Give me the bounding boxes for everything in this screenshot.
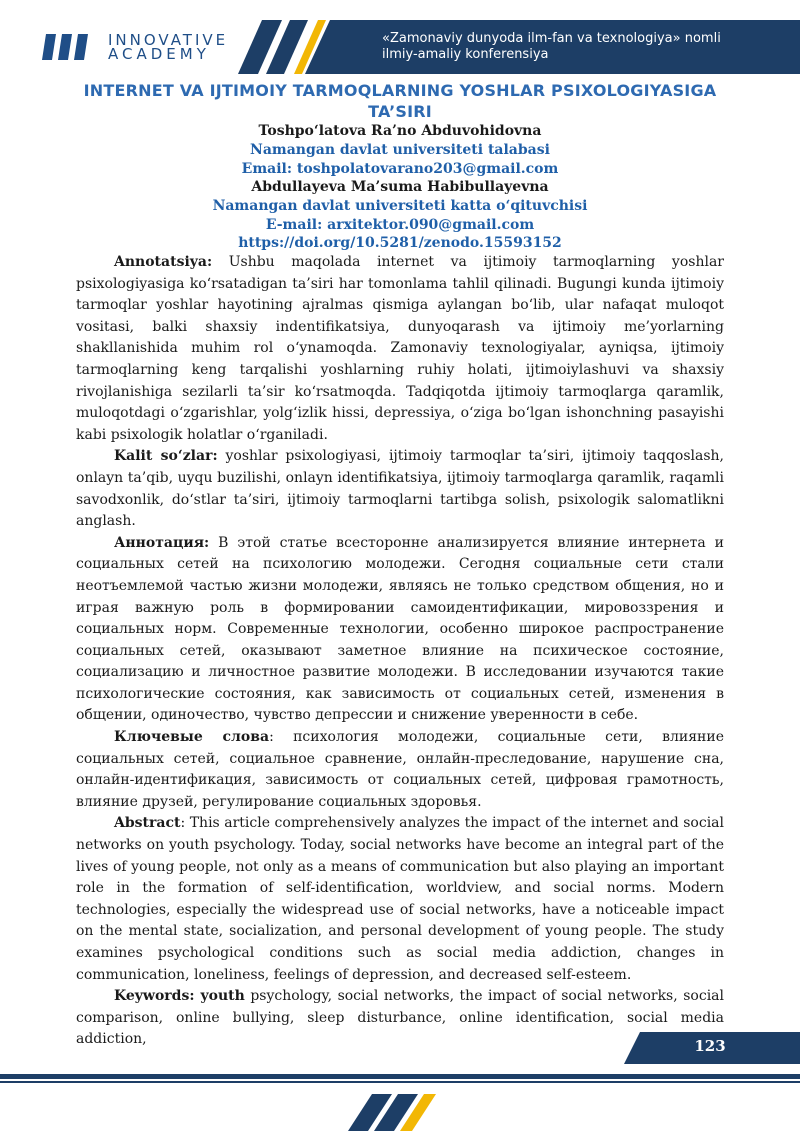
brand-line-2: ACADEMY (108, 45, 210, 63)
article-body (76, 252, 724, 1051)
article-title: INTERNET VA IJTIMOIY TARMOQLARNING YOSHLAR PSIXOLOGIYASIGA TA’SIRI (83, 81, 717, 121)
keywords-uz-text: yoshlar psixologiyasi, ijtimoiy tarmoqlar ta’siri, ijtimoiy taqqoslash, onlayn ta’qib, uyqu buzilishi, onlayn identifikatsiya, ijtimoiy tarmoqlarga qaramlik, raqamli savodxonlik, do‘stlar ta’siri, ijtimoiy tarmoqlarni tartibga solish, psixologik salomatlikni anglash. (76, 448, 724, 530)
conference-name (382, 31, 762, 63)
author-2: Abdullayeva Ma’suma Habibullayevna (251, 179, 549, 195)
email-1[interactable]: Email: toshpolatovarano203@gmail.com (241, 161, 559, 177)
email-2[interactable]: E-mail: arxitektor.090@gmail.com (265, 217, 535, 233)
conference-line-2: ilmiy-amaliy konferensiya (382, 47, 549, 62)
doi-link[interactable]: https://doi.org/10.5281/zenodo.15593152 (238, 235, 562, 251)
keywords-uz (76, 446, 724, 532)
affiliation-2: Namangan davlat universiteti katta o‘qituvchisi (212, 198, 588, 214)
abstract-en-label: Abstract (114, 815, 181, 832)
keywords-ru (76, 727, 724, 813)
page-header (0, 0, 800, 74)
author-1: Toshpo‘latova Ra’no Abduvohidovna (258, 123, 542, 139)
abstract-en (76, 813, 724, 986)
conference-line-1: «Zamonaviy dunyoda ilm-fan va texnologiya» nomli (382, 31, 721, 46)
keywords-en-text: psychology, social networks, the impact of social networks, social comparison, online bullying, sleep disturbance, online identification, social media addiction, (76, 988, 724, 1048)
keywords-uz-label: Kalit so‘zlar: (114, 448, 218, 465)
annotation-uz (76, 252, 724, 446)
annotation-ru-label: Аннотация: (114, 534, 210, 551)
academy-logo-icon (40, 30, 100, 62)
brand-line-1: INNOVATIVE (108, 31, 229, 49)
keywords-en-label: Keywords: youth (114, 988, 245, 1005)
brand-name (108, 33, 228, 61)
annotation-uz-text: Ushbu maqolada internet va ijtimoiy tarmoqlarning yoshlar psixologiyasiga ko‘rsatadigan ta’siri har tomonlama tahlil qilinadi. Bugungi kunda ijtimoiy tarmoqlar yoshlar hayotining ajralmas qismiga aylangan bo‘lib, ular nafaqat muloqot vositasi, balki shaxsiy indentifikatsiya, dunyoqarash va ijtimoiy me’yorlarning shakllanishida muhim rol o‘ynamoqda. Zamonaviy texnologiyalar, ayniqsa, ijtimoiy tarmoqlarning keng tarqalishi yoshlarning ruhiy holati, ijtimoiylashuvi va shaxsiy rivojlanishiga sezilarli ta’sir ko‘rsatmoqda. Tadqiqotda ijtimoiy tarmoqlarga qaramlik, muloqotdagi o‘zgarishlar, yolg‘izlik hissi, depressiya, o‘ziga bo‘lgan ishonchning pasayishi kabi psixologik holatlar o‘rganiladi. (76, 254, 724, 443)
annotation-uz-label: Annotatsiya: (114, 254, 213, 270)
annotation-ru-text: В этой статье всесторонне анализируется влияние интернета и социальных сетей на психологию молодежи. Сегодня социальные сети стали неотъемлемой частью жизни молодежи, являясь не только средством общения, но и играя важную роль в формировании самоидентификации, мировоззрения и социальных норм. Современные технологии, особенно широкое распространение социальных сетей, оказывают заметное влияние на психическое состояние, социализацию и личностное развитие молодежи. В исследовании изучаются такие психологические состояния, как зависимость от социальных сетей, изменения в общении, одиночество, чувство депрессии и снижение уверенности в себе. (76, 534, 724, 724)
annotation-ru (76, 533, 724, 727)
affiliation-1: Namangan davlat universiteti talabasi (250, 142, 550, 158)
page-number: 123 (694, 1037, 726, 1055)
keywords-ru-text: : психология молодежи, социальные сети, влияние социальных сетей, социальное сравнение, онлайн-преследование, нарушение сна, онлайн-идентификация, зависимость от социальных сетей, цифровая грамотность, влияние друзей, регулирование социальных здоровья. (76, 729, 724, 810)
keywords-ru-label: Ключевые слова (114, 729, 270, 746)
abstract-en-text: : This article comprehensively analyzes the impact of the internet and social networks on youth psychology. Today, social networks have become an integral part of the lives of young people, not only as a means of communication but also playing an important role in the formation of self-identification, worldview, and social norms. Modern technologies, especially the widespread use of social networks, have a noticeable impact on the mental state, socialization, and personal development of young people. The study examines psychological conditions such as social media addiction, changes in communication, loneliness, feelings of depression, and decreased self-esteem. (76, 815, 724, 983)
